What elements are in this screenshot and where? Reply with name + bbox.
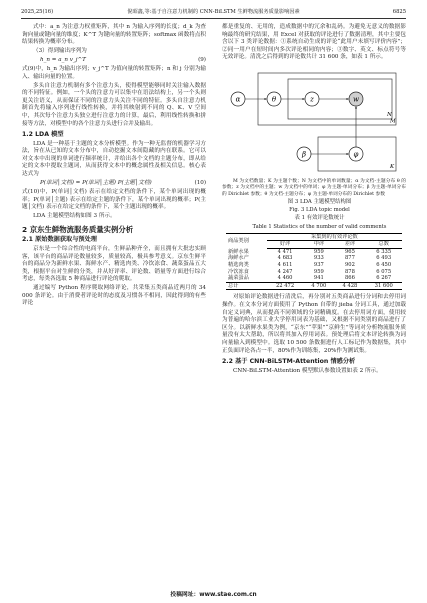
equation-10-body: P(单词│文档) = P(单词│主题) P(主题│文档): [40, 180, 152, 187]
valid-comments-table: [226, 233, 402, 291]
paragraph-fig3-ref: LDA 主题模型结构如图 3 所示。: [33, 213, 116, 220]
paragraph-model-params: CNN-BiLSTM-Attention 模型默认参数设置如表 2 所示。: [233, 367, 382, 374]
right-column: [222, 24, 406, 376]
table-cell: 877: [344, 255, 355, 262]
table-cell: 4 700: [303, 282, 334, 290]
paragraph-eq10-explanation: 式(10)中，P(单词│文档) 表示在给定文档的条件下，某个单词出现的概率；P(单词│主题) 表示在给定主题的条件下，某个单词出现的概率；P(主题│文档) 表示在给定文档的条件下，某个主题出现的概率。: [22, 189, 206, 211]
paragraph-lda-intro: LDA 是一种基于主题的文本分析模型。作为一种无监督的机器学习方法，旨在从已知的文本分布中，自动挖掘文本间隐藏的内在联系。它可以对文本中出现的单词进行频率统计，并给出各个文档的主题分布，即从给定的文本中提取主题词，从而获得文本中的概念属性及相关信息。核心表达式为: [22, 140, 206, 178]
plate-label-n: N: [387, 111, 392, 118]
table-cell: 965: [344, 248, 355, 255]
table-cell: 蔬菜蛋品: [228, 275, 249, 282]
lda-model-figure: [222, 65, 406, 177]
table-1-title: 表 1 有效评论数统计: [294, 215, 345, 222]
table-cell: 精选肉类: [228, 261, 249, 268]
table-header-category: 商品类别: [226, 233, 267, 248]
table-row: [226, 255, 402, 262]
paragraph-crawling: 通过编写 Python 程序爬取网络评论，共采集五类商品近两月的 34 000 条评论。由于消费者评论时的态度及习惯各不相同，因此得到的有些评论: [22, 285, 206, 307]
equation-9: [22, 57, 206, 65]
header-issue: 2025,25(16): [21, 9, 54, 15]
table-cell: 4 471: [277, 248, 293, 255]
figure-3-caption: 图 3 LDA 主题模型结构图: [287, 199, 352, 206]
label-theta: θ: [271, 95, 277, 104]
table-cell: 6 267: [376, 275, 392, 282]
footer-submission-url: 投稿网址：www.stae.com.cn: [170, 592, 257, 598]
header-title: 倪昭鑫,等:基于自注意力机制的 CNN-BiLSTM 生鲜物流服务质量影响因素: [127, 9, 300, 15]
table-cell: 937: [313, 261, 324, 268]
table-header-group: 采集到的有效评论数: [267, 233, 402, 241]
equation-9-body: h_n = a_n v_j^T: [40, 57, 86, 64]
header-page-number: 6825: [392, 9, 406, 15]
table-cell: 新鲜水果: [228, 248, 249, 255]
heading-section-2: 2 京东生鲜物流服务质量实例分析: [22, 224, 134, 234]
table-cell: 866: [344, 275, 355, 282]
figure-3-caption-en: Fig. 3 LDA topic model: [289, 207, 350, 214]
label-phi: φ: [353, 150, 359, 159]
table-cell: 31 600: [365, 282, 402, 290]
heading-1-2-lda: 1.2 LDA 模型: [22, 131, 64, 139]
table-cell: 933: [313, 255, 324, 262]
heading-2-2: 2.2 基于 CNN-BiLSTM-Attention 情感分析: [222, 358, 356, 366]
table-header-bad: 差评: [334, 241, 365, 249]
running-header: [21, 6, 406, 19]
table-cell: 4 428: [334, 282, 365, 290]
table-cell: 4 683: [277, 255, 293, 262]
table-header-good: 好评: [267, 241, 304, 249]
equation-9-number: (9): [198, 57, 206, 64]
left-column: [22, 24, 206, 309]
table-1-title-en: Table 1 Statistics of the number of valid comments: [252, 223, 387, 230]
table-cell: 4 247: [277, 268, 293, 275]
table-cell: 总计: [226, 282, 267, 290]
table-cell: 941: [313, 275, 324, 282]
table-cell: 冷饮冻食: [228, 268, 249, 275]
table-header-total: 总数: [365, 241, 402, 249]
paragraph-data-cleaning: 都是重复的、无用的，造成数据中的冗余和乱码。为避免无意义的数据影响最终的研究结果，用 Excel 对获取的评论进行了数据清理，其中主要包含以下 3 类评论数据：①系统自动生成的评论“此用户未填写评价内容”；②同一用户在短时间内多次评论相同的内容；③数字、英文、标点符号等无效评论。清洗之后得到的评论数共计 31 600 条，如表 1 所示。: [222, 24, 406, 61]
table-cell: 22 472: [267, 282, 304, 290]
label-alpha: α: [235, 95, 241, 104]
label-z: z: [310, 95, 314, 104]
equation-10: [22, 180, 206, 188]
paragraph-segmentation: 对原始评论数据进行清洗后，再分别对五类商品进行分词和去停用词操作。在文本分词方面使用了 Python 自带的 jieba 分词工具，通过加载自定义词典，从而提高不同领域的分词精确度。在去停用词方面，使用较为普遍的哈尔滨工业大学停用词表为基础，又根据不同类别的商品进行了区分。以新鲜水果类为例，“京东”“苹果”“京鲜生”等词对分析物流服务质量没有太大帮助，所以将其加入停用词表。预处理后将文本评论转换为词向量输入到模型中。选取 10 500 条数据进行人工标记作为数据集，其中正负面评论各占一半，80%作为训练集，20%作为测试集。: [222, 294, 406, 354]
paragraph-attention-weights: 式中：a_n 为注意力权重矩阵，其中 n 为输入序列的长度；d_k 为查询向量或键向量的维度；K^T 为键向量的转置矩阵；softmax 函数将点积结果转换为概率分布。: [22, 24, 206, 46]
plate-label-m: M: [390, 118, 396, 125]
table-cell: 6 450: [376, 261, 392, 268]
paragraph-eq9-explanation: 式(9)中，h_n 为输出序列；v_j^T 为值向量的转置矩阵；n 和 j 分别为输入、输出向量的位置。: [22, 66, 206, 80]
table-cell: 959: [313, 268, 324, 275]
figure-3-note: M 为文档数量；K 为主题个数；N 为文档中的单词数量；α 为文档-主题分布 θ 的参数；z 为文档中的主题；w 为文档中的单词；φ 为主题-单词分布；β 为主题-单词分布的 Dirichlet 参数；θ 为文档-主题分布；φ 为主题-单词分布的 Dirichlet 参数: [222, 178, 406, 197]
table-total-row: [226, 282, 402, 290]
table-cell: 902: [344, 261, 355, 268]
table-cell: 海鲜水产: [228, 255, 249, 262]
table-row: [226, 269, 402, 276]
table-cell: 6 493: [376, 255, 392, 262]
equation-10-number: (10): [194, 180, 206, 187]
table-cell: 959: [313, 248, 324, 255]
table-row: [226, 262, 402, 269]
table-row: [226, 248, 402, 255]
table-body: [226, 248, 402, 282]
table-cell: 6 335: [376, 248, 392, 255]
heading-2-1: 2.1 原始数据获取与预处理: [22, 236, 97, 244]
label-beta: β: [301, 150, 307, 159]
table-cell: 4 460: [277, 275, 293, 282]
paragraph-output-sequence: （3）得到输出序列为: [33, 47, 87, 54]
table-row: [226, 275, 402, 282]
table-cell: 878: [344, 268, 355, 275]
lda-plate-diagram: [222, 65, 406, 177]
plate-label-k: K: [390, 163, 395, 170]
paragraph-multihead: 多头自注意力机制有多个注意力头，使得模型能够同时关注输入数据的不同特征。例如，一个头的注意力可以集中在语法结构上，另一个头则更关注语义，从而保证不同的注意力头关注不同的特征。多头自注意力机制首先将输入序列进行线性转换，并将其映射到不同的 Q、K、V 空间中，其次每个注意力头独立进行注意力的计算，最后，利用线性转换和拼接等方法，对模型中的各个注意力头进行合并及输出。: [22, 82, 206, 127]
table-cell: 6 075: [376, 268, 392, 275]
label-w: w: [353, 95, 359, 104]
paragraph-jd-platform: 京东是一个综合性的电商平台，生鲜品种齐全，而且拥有大批忠实顾客，该平台的商品评论数量较多，质量较高，极具参考意义。京东生鲜平台的商品分为新鲜水果、海鲜水产、精选肉类、冷饮冻食、蔬菜蛋品五大类，根据平台对生鲜的分类，并从好评率、评论数、销量等方面进行综合考虑，每类各选取 5 种商品进行评论的爬取。: [22, 246, 206, 283]
table-cell: 4 611: [277, 261, 293, 268]
table-header-medium: 中评: [303, 241, 334, 249]
